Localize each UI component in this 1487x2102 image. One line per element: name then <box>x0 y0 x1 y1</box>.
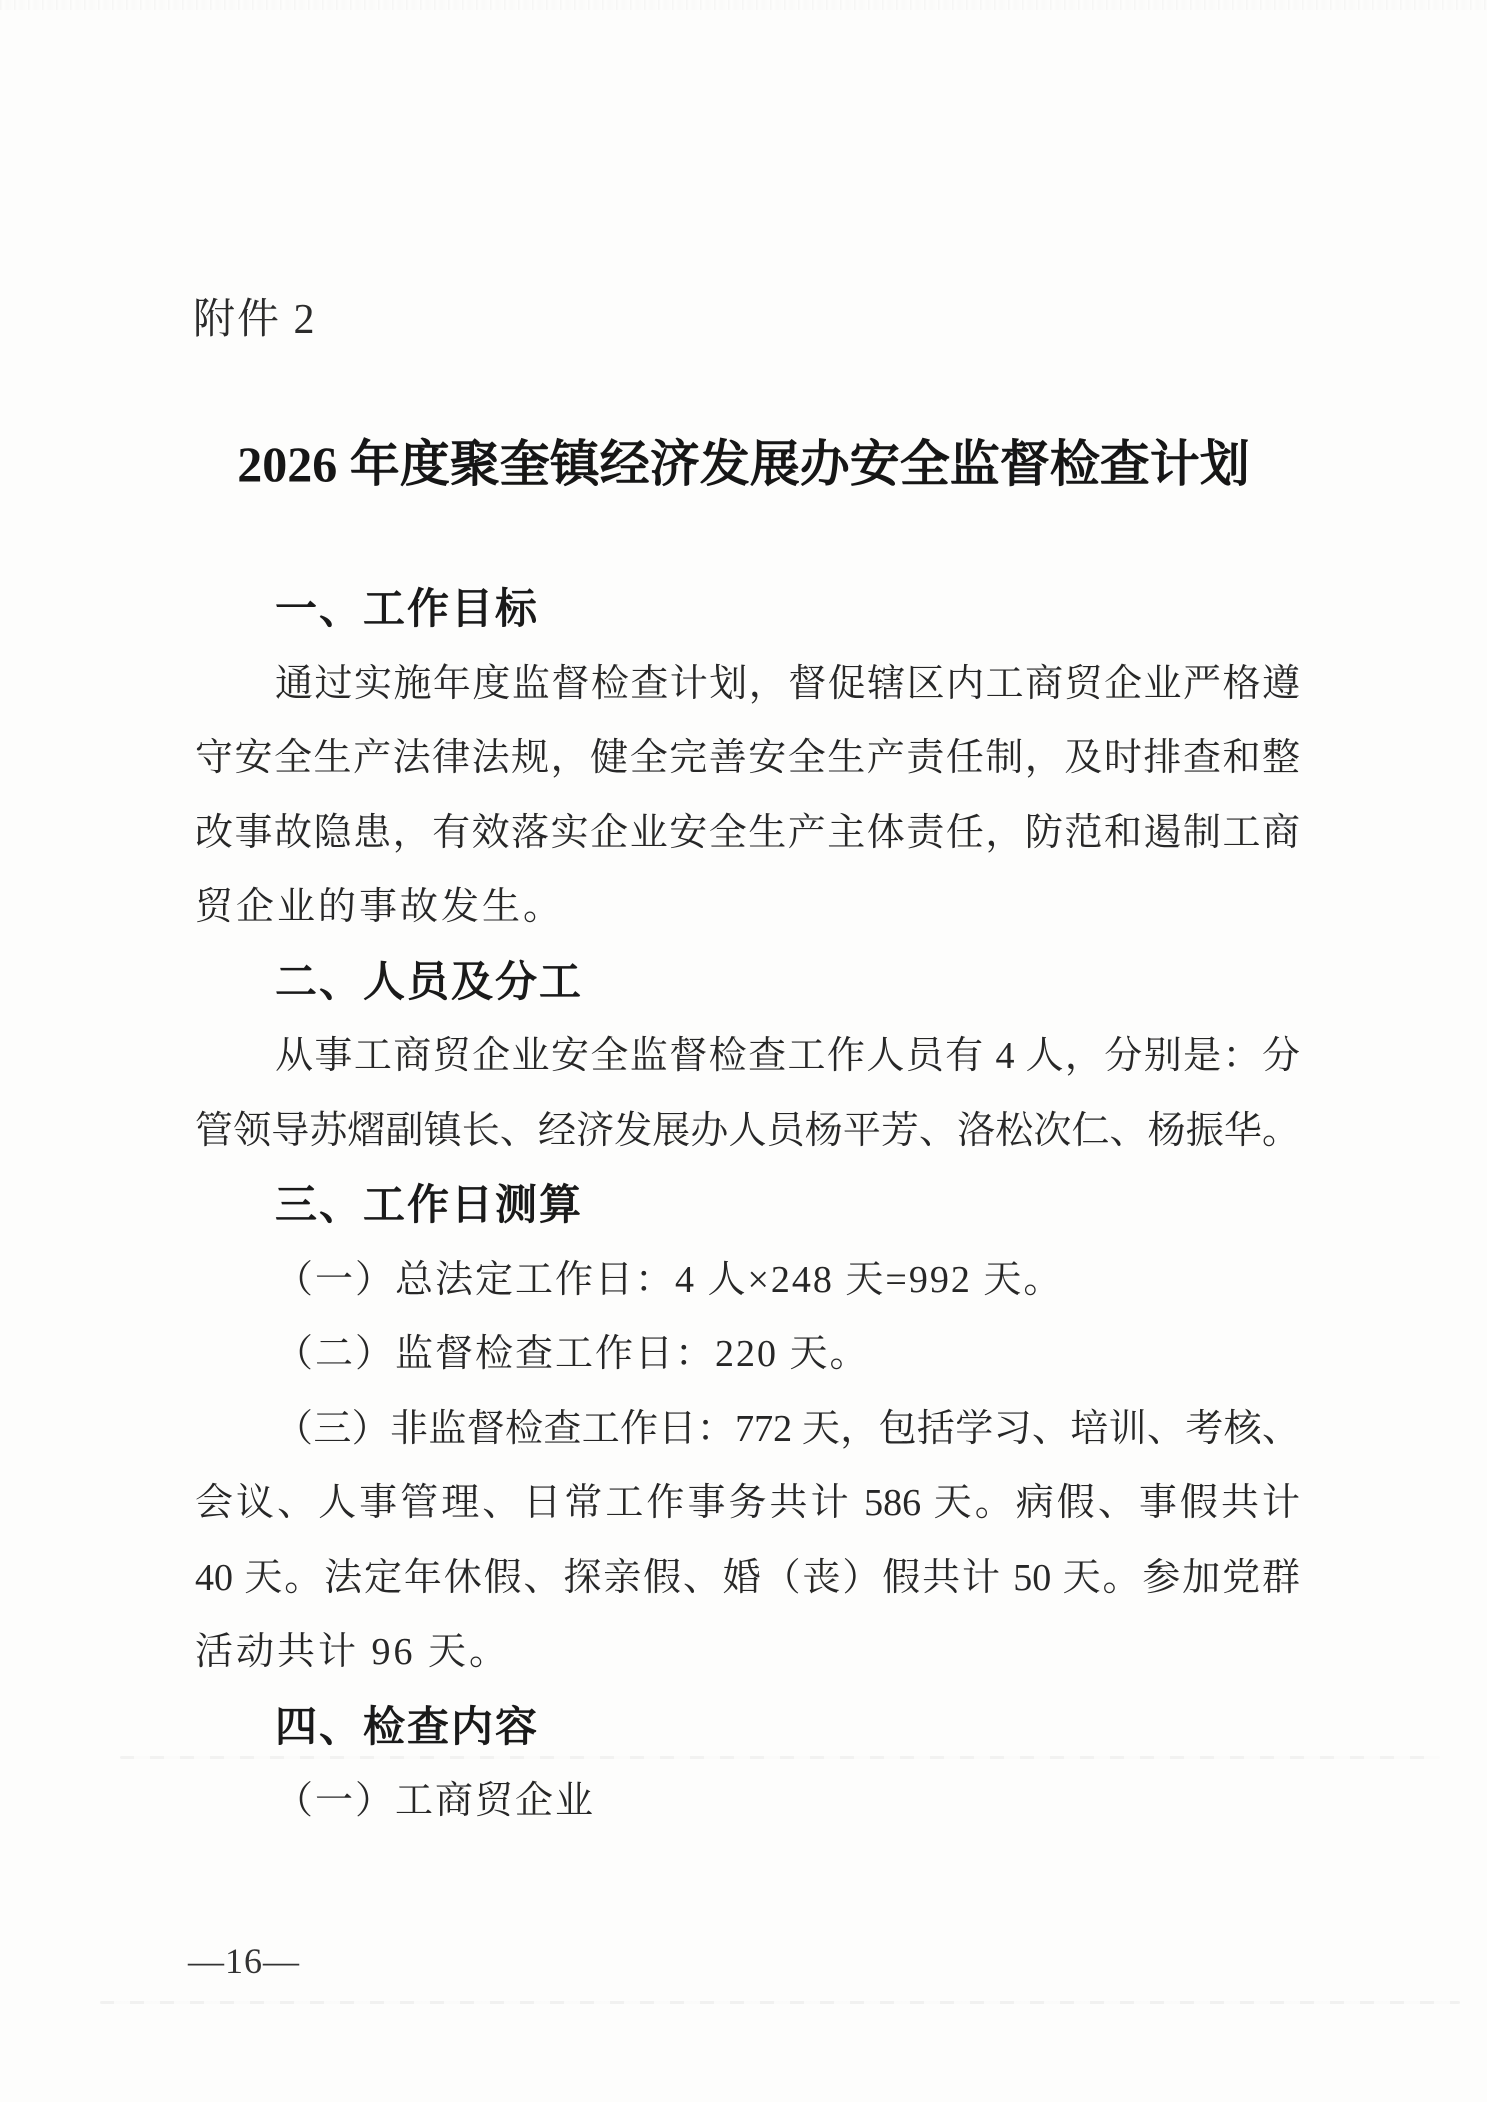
paragraph-line: 贸企业的事故发生。 <box>195 886 565 928</box>
paragraph-line: 管领导苏熠副镇长、经济发展办人员杨平芳、洛松次仁、杨振华。 <box>195 1109 1300 1152</box>
page-number: —16— <box>188 1941 300 1981</box>
paragraph-line: 活动共计 96 天。 <box>195 1631 511 1673</box>
list-item-total-workdays: （一）总法定工作日：4 人×248 天=992 天。 <box>275 1258 1064 1301</box>
scan-noise-strip <box>0 0 1487 10</box>
paragraph-line: 守安全生产法律法规，健全完善安全生产责任制，及时排查和整 <box>195 737 1300 779</box>
scan-artifact-line <box>120 1756 1440 1759</box>
section-heading-personnel: 二、人员及分工 <box>275 957 584 1005</box>
document-title: 2026 年度聚奎镇经济发展办安全监督检查计划 <box>237 436 1250 492</box>
list-item-inspection-workdays: （二）监督检查工作日：220 天。 <box>275 1333 870 1375</box>
paragraph-line: 40 天。法定年休假、探亲假、婚（丧）假共计 50 天。参加党群 <box>195 1556 1300 1599</box>
paragraph-line: 通过实施年度监督检查计划，督促辖区内工商贸企业严格遵 <box>275 662 1300 705</box>
scan-artifact-line <box>100 2001 1460 2004</box>
paragraph-line: 会议、人事管理、日常工作事务共计 586 天。病假、事假共计 <box>195 1482 1300 1524</box>
document-body <box>195 572 1300 1839</box>
list-item-industry-trade-enterprises: （一）工商贸企业 <box>275 1780 596 1822</box>
paragraph-line: 从事工商贸企业安全监督检查工作人员有 4 人，分别是：分 <box>275 1035 1300 1077</box>
paragraph-line: 改事故隐患，有效落实企业安全生产主体责任，防范和遏制工商 <box>195 811 1300 854</box>
section-heading-work-goals: 一、工作目标 <box>275 585 540 632</box>
attachment-label: 附件 2 <box>193 297 317 343</box>
section-heading-inspection-content: 四、检查内容 <box>275 1702 540 1750</box>
list-item-noninspection-workdays: （三）非监督检查工作日：772 天，包括学习、培训、考核、 <box>275 1407 1300 1450</box>
section-heading-workday-calc: 三、工作日测算 <box>275 1181 584 1228</box>
